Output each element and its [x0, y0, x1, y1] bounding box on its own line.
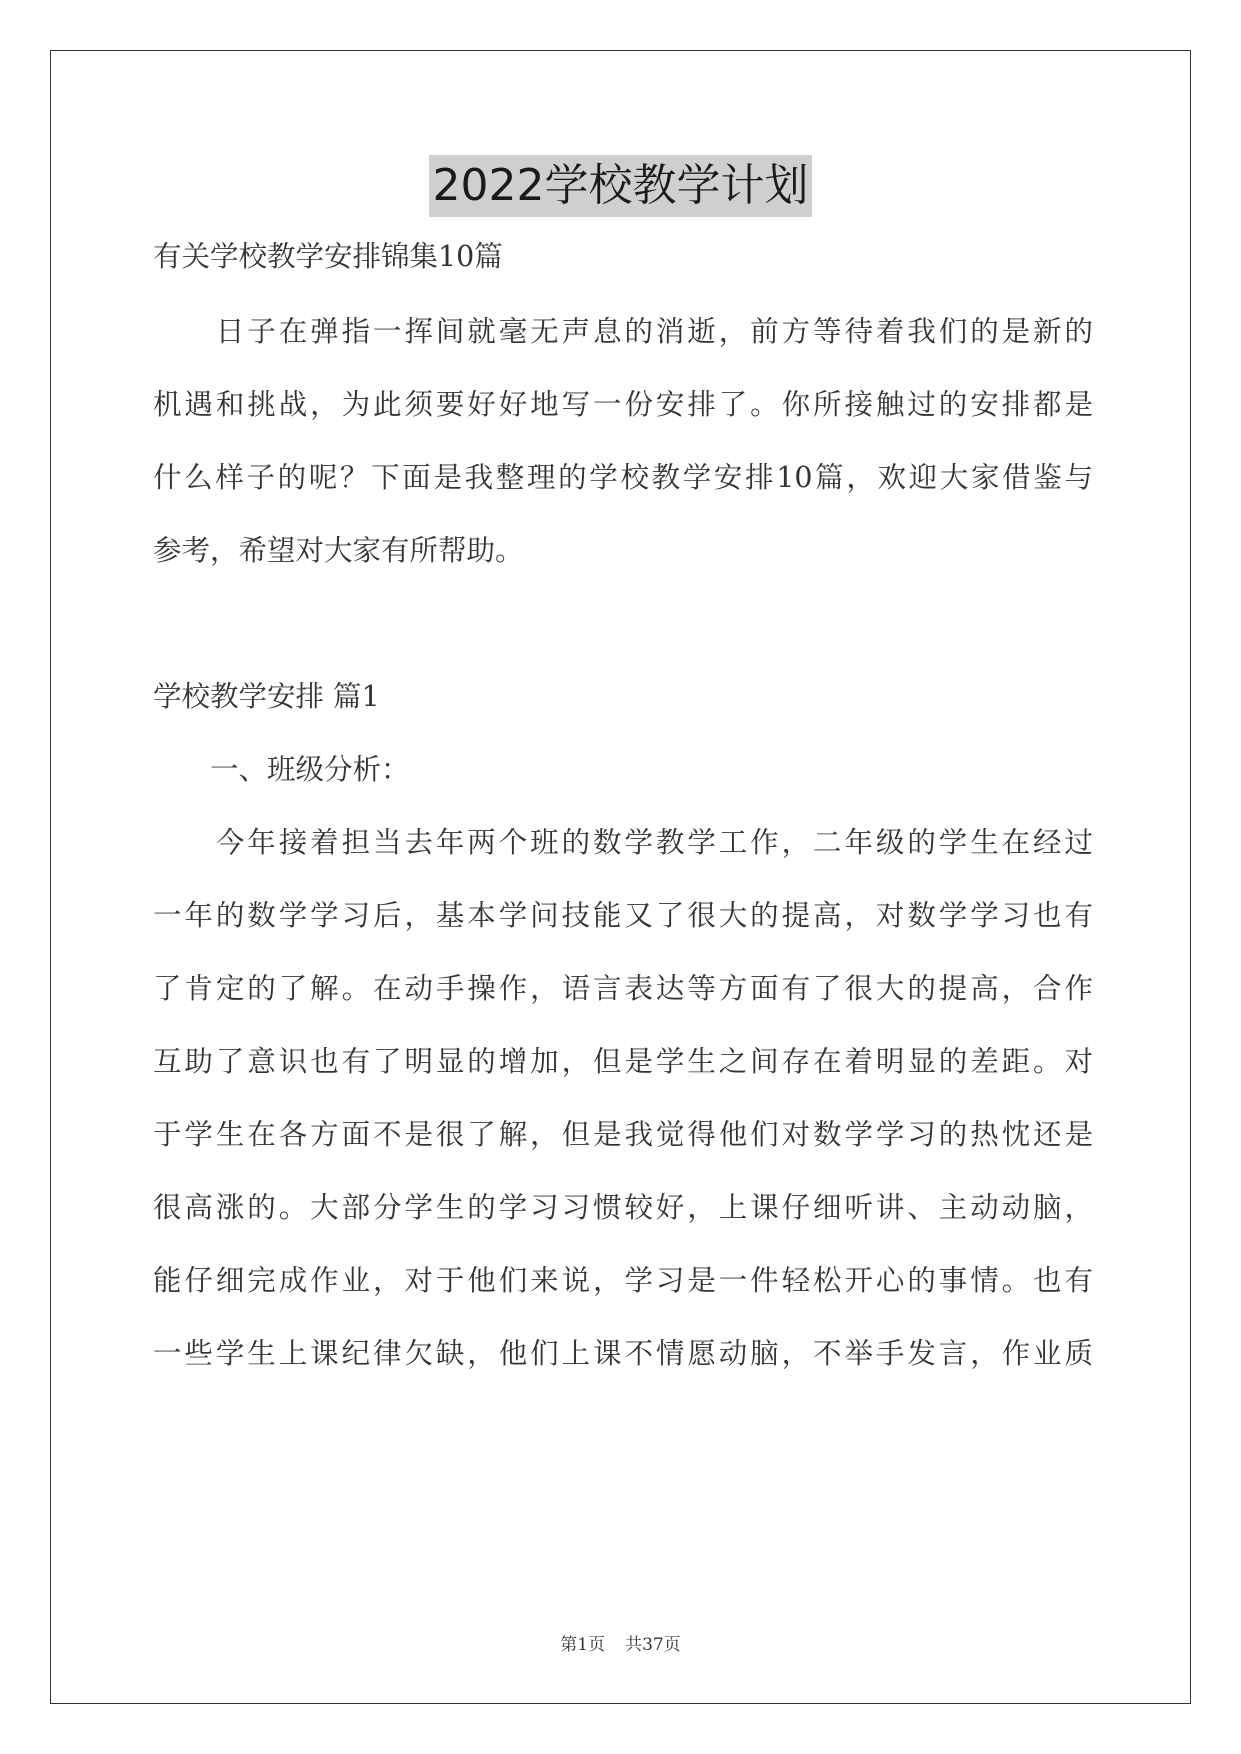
intro-line: 机遇和挑战，为此须要好好地写一份安排了。你所接触过的安排都是	[153, 388, 1093, 421]
page-total: 共37页	[625, 1635, 681, 1655]
document-title: 2022学校教学计划	[429, 155, 813, 217]
body-line: 一年的数学学习后，基本学问技能又了很大的提高，对数学学习也有	[153, 899, 1093, 932]
document-subtitle: 有关学校教学安排锦集10篇	[153, 240, 503, 273]
body-line: 能仔细完成作业，对于他们来说，学习是一件轻松开心的事情。也有	[153, 1264, 1093, 1297]
title-container	[0, 155, 1241, 217]
intro-line: 参考，希望对大家有所帮助。	[153, 534, 524, 567]
page-number: 第1页	[560, 1635, 606, 1655]
page-border	[50, 50, 1191, 1704]
intro-line: 日子在弹指一挥间就毫无声息的消逝，前方等待着我们的是新的	[153, 315, 1093, 348]
body-line: 很高涨的。大部分学生的学习习惯较好，上课仔细听讲、主动动脑，	[153, 1191, 1093, 1224]
body-line: 一些学生上课纪律欠缺，他们上课不情愿动脑，不举手发言，作业质	[153, 1337, 1093, 1370]
sub-heading: 一、班级分析：	[153, 753, 410, 786]
page-footer	[0, 1630, 1241, 1655]
body-line: 互助了意识也有了明显的增加，但是学生之间存在着明显的差距。对	[153, 1045, 1093, 1078]
body-line: 于学生在各方面不是很了解，但是我觉得他们对数学学习的热忱还是	[153, 1118, 1093, 1151]
body-line: 了肯定的了解。在动手操作，语言表达等方面有了很大的提高，合作	[153, 972, 1093, 1005]
section-heading: 学校教学安排 篇1	[153, 680, 380, 713]
body-line: 今年接着担当去年两个班的数学教学工作，二年级的学生在经过	[153, 826, 1093, 859]
intro-line: 什么样子的呢？下面是我整理的学校教学安排10篇，欢迎大家借鉴与	[153, 461, 1093, 494]
